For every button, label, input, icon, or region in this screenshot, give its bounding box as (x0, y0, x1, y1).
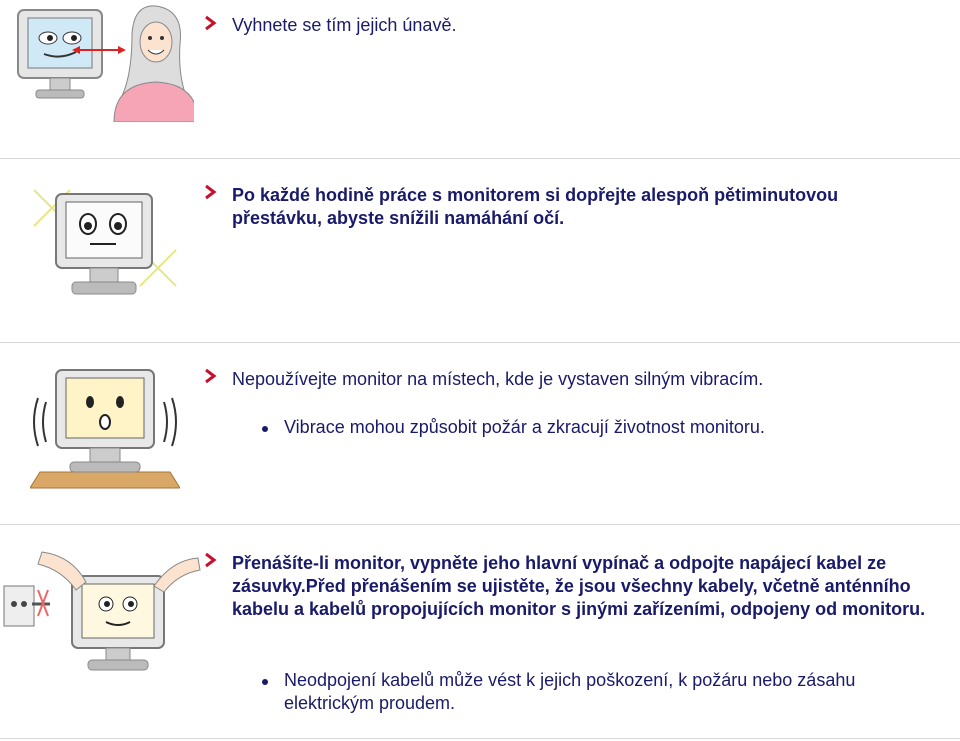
section1-text: Vyhnete se tím jejich únavě. (232, 15, 457, 35)
chevron-right-icon (203, 184, 219, 200)
section4-subtext: Neodpojení kabelů může vést k jejich poškození, k požáru nebo zásahu elektrickým proudem. (284, 670, 856, 713)
divider (0, 158, 960, 159)
section3-subtext: Vibrace mohou způsobit požár a zkracují životnost monitoru. (284, 417, 765, 437)
bullet-dot-icon (262, 426, 268, 432)
divider (0, 342, 960, 343)
illustration-monitor-and-woman (14, 4, 194, 122)
illustration-unplug-monitor (2, 546, 202, 676)
chevron-right-icon (203, 368, 219, 384)
chevron-right-icon (203, 15, 219, 31)
chevron-right-icon (203, 552, 219, 568)
illustration-vibrating-monitor (30, 362, 180, 490)
illustration-tired-monitor (30, 180, 180, 305)
section2-text: Po každé hodině práce s monitorem si dopřejte alespoň pětiminutovou přestávku, abyste snížili namáhání očí. (232, 185, 839, 228)
section3-text: Nepoužívejte monitor na místech, kde je vystaven silným vibracím. (232, 369, 764, 389)
bullet-dot-icon (262, 679, 268, 685)
section4-text: Přenášíte-li monitor, vypněte jeho hlavní vypínač a odpojte napájecí kabel ze zásuvky.Před přenášením se ujistěte, že jsou všechny kabely, včetně anténního kabelu a kabelů propojujících monitor s jinými zařízeními, odpojeny od monitoru. (232, 553, 926, 619)
divider (0, 524, 960, 525)
divider (0, 738, 960, 739)
